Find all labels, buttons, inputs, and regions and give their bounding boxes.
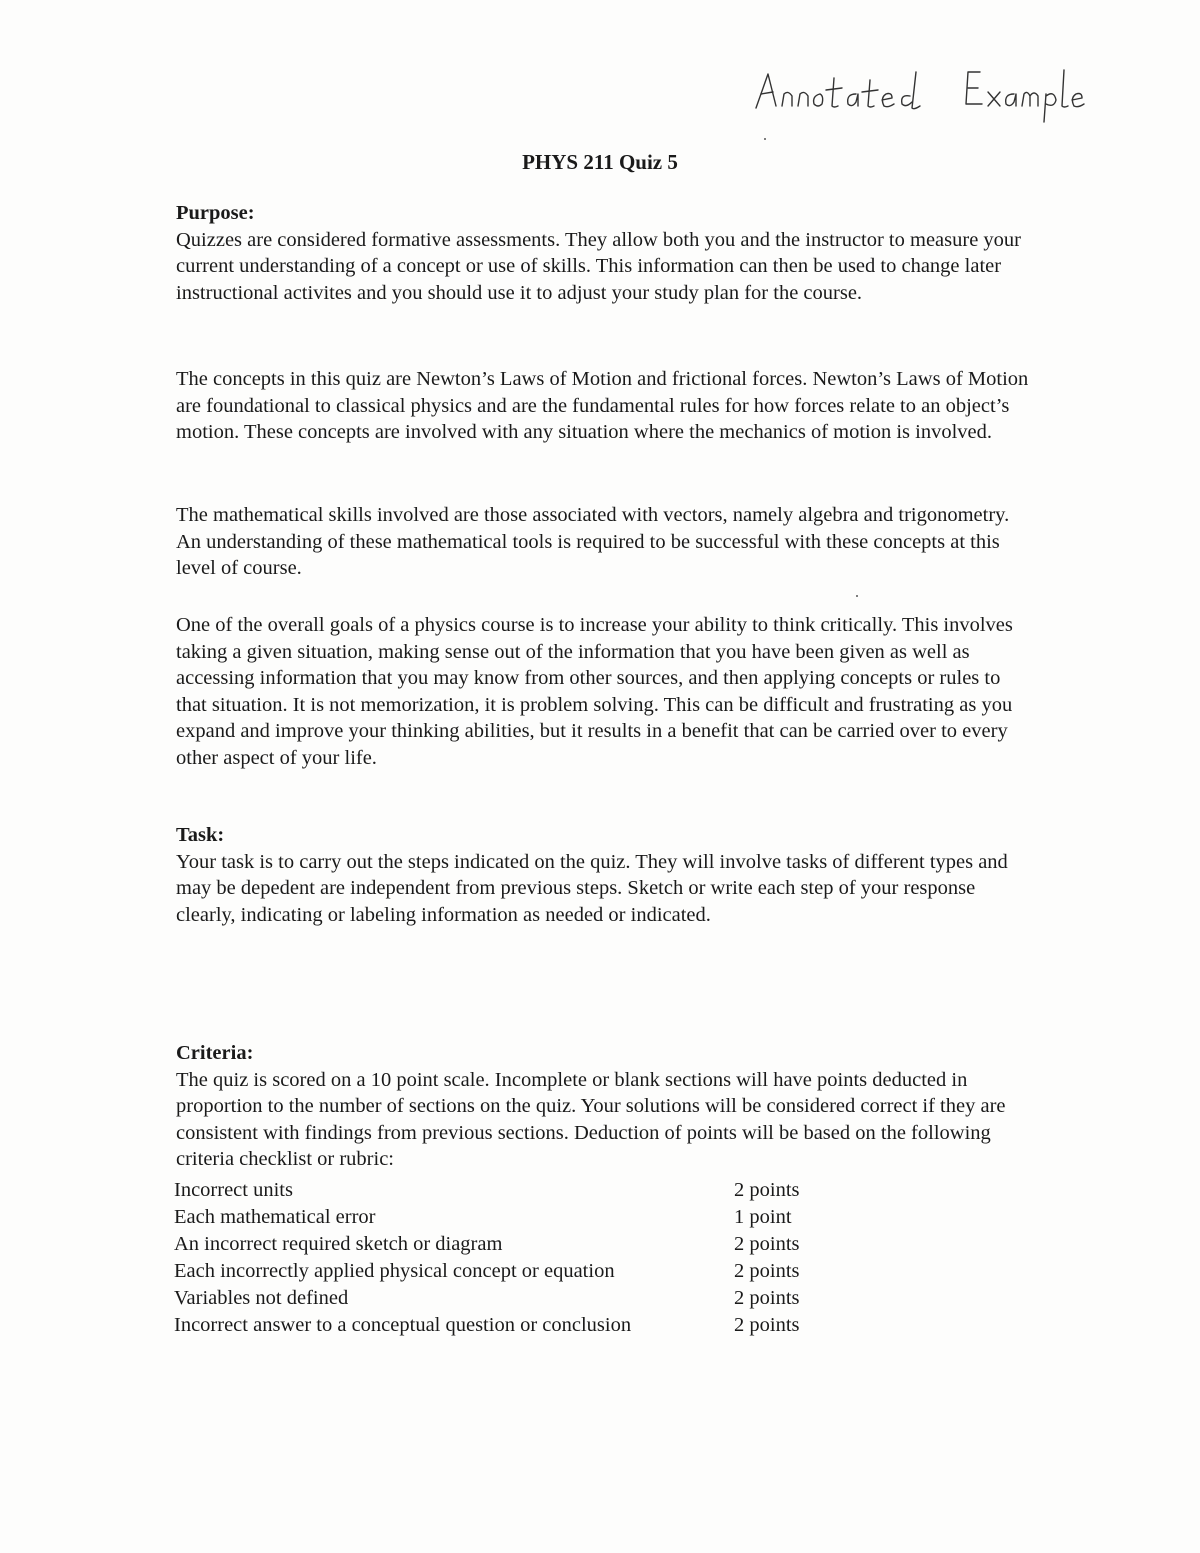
rubric-item: Incorrect units	[174, 1179, 293, 1201]
criteria-heading: Criteria:	[176, 1042, 254, 1064]
scan-speck	[764, 138, 766, 140]
rubric-row	[174, 1204, 874, 1231]
handwritten-annotation	[752, 60, 1112, 130]
rubric-item: Incorrect answer to a conceptual question or conclusion	[174, 1314, 632, 1336]
purpose-paragraph-2-block	[176, 366, 1036, 446]
rubric-row	[174, 1258, 874, 1285]
rubric-points: 2 points	[734, 1179, 800, 1201]
purpose-section	[176, 200, 1036, 306]
rubric-item: An incorrect required sketch or diagram	[174, 1233, 503, 1255]
task-paragraph: Your task is to carry out the steps indicated on the quiz. They will involve tasks of different types and may be depedent are independent from previous steps. Sketch or write each step of your response clearly, indicating or labeling information as needed or indicated.	[176, 850, 1008, 926]
rubric-points: 2 points	[734, 1233, 800, 1255]
purpose-paragraph-4: One of the overall goals of a physics course is to increase your ability to think critically. This involves taking a given situation, making sense out of the information that you have been given as well as accessing information that you may know from other sources, and then applying concepts or rules to that situation. It is not memorization, it is problem solving. This can be difficult and frustrating as you expand and improve your thinking abilities, but it results in a benefit that can be carried over to every other aspect of your life.	[176, 614, 1013, 769]
task-section	[176, 822, 1036, 928]
rubric-points: 2 points	[734, 1260, 800, 1282]
rubric-row	[174, 1177, 874, 1204]
handwritten-annotation-drawing	[752, 60, 1112, 130]
rubric-points: 2 points	[734, 1314, 800, 1336]
purpose-paragraph-1: Quizzes are considered formative assessments. They allow both you and the instructor to measure your current understanding of a concept or use of skills. This information can then be used to change later instructional activites and you should use it to adjust your study plan for the course.	[176, 228, 1022, 304]
rubric-row	[174, 1312, 874, 1339]
page-title: PHYS 211 Quiz 5	[522, 150, 678, 174]
rubric-points: 1 point	[734, 1206, 792, 1228]
purpose-paragraph-3: The mathematical skills involved are those associated with vectors, namely algebra and trigonometry. An understanding of these mathematical tools is required to be successful with these concepts at this level of course.	[176, 504, 1010, 579]
scan-edge-marks	[1186, 0, 1200, 1553]
rubric-item: Variables not defined	[174, 1287, 349, 1309]
task-heading: Task:	[176, 824, 225, 846]
rubric-table	[174, 1177, 874, 1339]
purpose-paragraph-4-block	[176, 612, 1036, 771]
rubric-row	[174, 1231, 874, 1258]
rubric-item: Each incorrectly applied physical concept or equation	[174, 1260, 615, 1282]
purpose-paragraph-2: The concepts in this quiz are Newton’s Laws of Motion and frictional forces. Newton’s Laws of Motion are foundational to classical physics and are the fundamental rules for how forces relate to an object’s motion. These concepts are involved with any situation where the mechanics of motion is involved.	[176, 368, 1029, 443]
purpose-heading: Purpose:	[176, 202, 255, 224]
purpose-paragraph-3-block	[176, 502, 1036, 582]
criteria-section	[176, 1040, 1036, 1173]
scan-speck	[856, 595, 858, 597]
criteria-paragraph: The quiz is scored on a 10 point scale. Incomplete or blank sections will have points deducted in proportion to the number of sections on the quiz. Your solutions will be considered correct if they are consistent with findings from previous sections. Deduction of points will be based on the following criteria checklist or rubric:	[176, 1068, 1006, 1170]
rubric-points: 2 points	[734, 1287, 800, 1309]
rubric-row	[174, 1285, 874, 1312]
rubric-item: Each mathematical error	[174, 1206, 376, 1228]
